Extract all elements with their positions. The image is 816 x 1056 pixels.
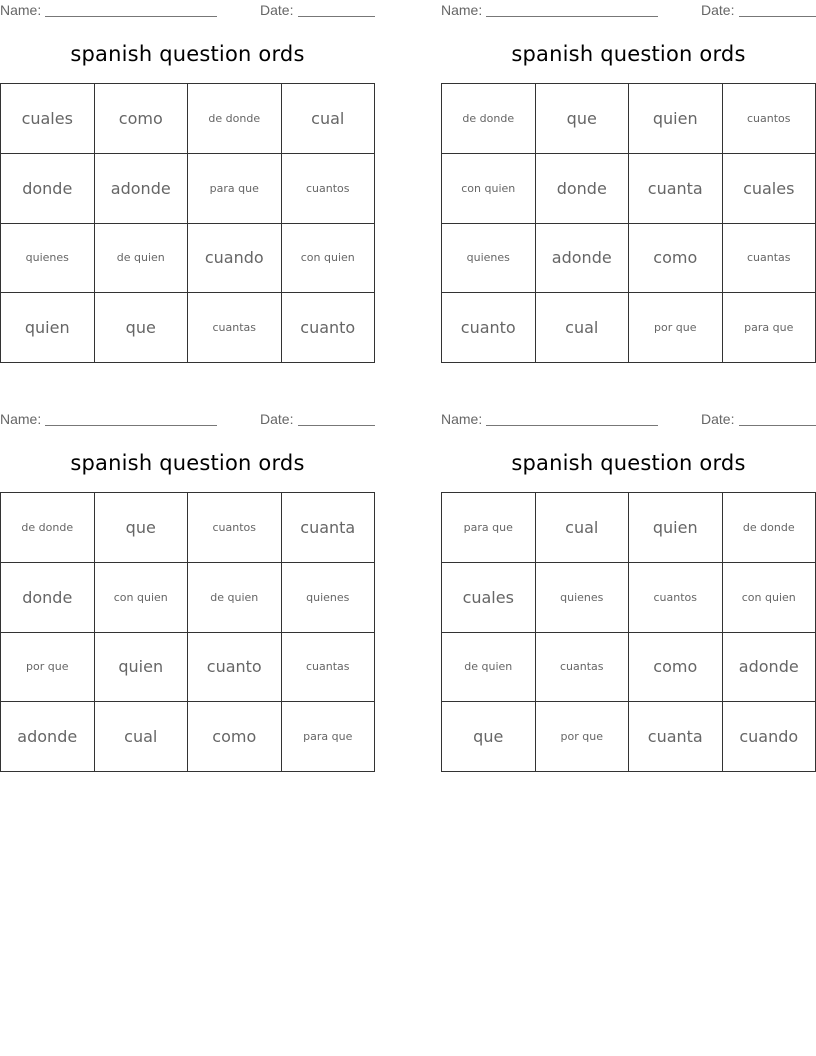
grid-cell: cuantas — [188, 293, 282, 363]
grid-cell: quienes — [282, 563, 376, 633]
grid-cell: cual — [282, 84, 376, 154]
card-title: spanish question ords — [511, 42, 746, 66]
grid-cell: como — [95, 84, 189, 154]
grid-cell: por que — [536, 702, 630, 772]
date-label: Date: — [260, 411, 294, 427]
grid-cell: cuanto — [282, 293, 376, 363]
grid-cell: cuales — [1, 84, 95, 154]
bingo-card-2 — [441, 0, 816, 375]
name-label: Name: — [441, 411, 483, 427]
grid-cell: cuanto — [188, 633, 282, 703]
grid-cell: adonde — [95, 154, 189, 224]
grid-cell: cuantos — [723, 84, 816, 154]
name-label: Name: — [441, 2, 483, 18]
date-label: Date: — [701, 411, 735, 427]
grid-cell: cual — [95, 702, 189, 772]
grid-cell: como — [629, 633, 723, 703]
card-title: spanish question ords — [511, 451, 746, 475]
name-label: Name: — [0, 411, 42, 427]
grid-cell: cuantos — [188, 493, 282, 563]
bingo-grid — [0, 492, 375, 772]
grid-cell: cuantos — [282, 154, 376, 224]
grid-cell: con quien — [282, 224, 376, 294]
date-label: Date: — [701, 2, 735, 18]
card-header — [0, 0, 375, 22]
name-label: Name: — [0, 2, 42, 18]
bingo-card-3 — [0, 409, 375, 784]
grid-cell: como — [629, 224, 723, 294]
grid-cell: quienes — [442, 224, 536, 294]
grid-cell: cuantas — [282, 633, 376, 703]
grid-cell: cuales — [723, 154, 816, 224]
grid-cell: para que — [723, 293, 816, 363]
grid-cell: cuantas — [536, 633, 630, 703]
grid-cell: quien — [95, 633, 189, 703]
card-header — [441, 0, 816, 22]
grid-cell: cuanta — [629, 702, 723, 772]
grid-cell: cuantos — [629, 563, 723, 633]
grid-cell: con quien — [723, 563, 816, 633]
grid-cell: cuantas — [723, 224, 816, 294]
grid-cell: adonde — [1, 702, 95, 772]
date-blank-line — [739, 425, 816, 426]
grid-cell: adonde — [536, 224, 630, 294]
card-header — [441, 409, 816, 431]
grid-cell: quienes — [536, 563, 630, 633]
grid-cell: cual — [536, 293, 630, 363]
date-blank-line — [298, 425, 375, 426]
grid-cell: de donde — [723, 493, 816, 563]
date-blank-line — [298, 16, 375, 17]
grid-cell: donde — [1, 563, 95, 633]
grid-cell: quien — [629, 493, 723, 563]
grid-cell: cuando — [723, 702, 816, 772]
grid-cell: quien — [629, 84, 723, 154]
card-header — [0, 409, 375, 431]
grid-cell: para que — [282, 702, 376, 772]
grid-cell: con quien — [95, 563, 189, 633]
grid-cell: cuanta — [282, 493, 376, 563]
bingo-card-1 — [0, 0, 375, 375]
grid-cell: que — [95, 493, 189, 563]
grid-cell: para que — [442, 493, 536, 563]
bingo-grid — [441, 492, 816, 772]
grid-cell: como — [188, 702, 282, 772]
name-blank-line — [486, 16, 658, 17]
grid-cell: que — [536, 84, 630, 154]
grid-cell: con quien — [442, 154, 536, 224]
grid-cell: quienes — [1, 224, 95, 294]
name-blank-line — [486, 425, 658, 426]
grid-cell: de quien — [188, 563, 282, 633]
bingo-card-4 — [441, 409, 816, 784]
name-blank-line — [45, 425, 217, 426]
grid-cell: de donde — [188, 84, 282, 154]
grid-cell: cual — [536, 493, 630, 563]
grid-cell: cuales — [442, 563, 536, 633]
grid-cell: para que — [188, 154, 282, 224]
grid-cell: de donde — [442, 84, 536, 154]
name-blank-line — [45, 16, 217, 17]
grid-cell: que — [442, 702, 536, 772]
card-title: spanish question ords — [70, 42, 305, 66]
grid-cell: por que — [629, 293, 723, 363]
grid-cell: de quien — [95, 224, 189, 294]
bingo-grid — [441, 83, 816, 363]
grid-cell: adonde — [723, 633, 816, 703]
grid-cell: cuanto — [442, 293, 536, 363]
card-title: spanish question ords — [70, 451, 305, 475]
grid-cell: de quien — [442, 633, 536, 703]
grid-cell: donde — [1, 154, 95, 224]
grid-cell: de donde — [1, 493, 95, 563]
grid-cell: que — [95, 293, 189, 363]
date-label: Date: — [260, 2, 294, 18]
date-blank-line — [739, 16, 816, 17]
grid-cell: por que — [1, 633, 95, 703]
grid-cell: donde — [536, 154, 630, 224]
bingo-grid — [0, 83, 375, 363]
grid-cell: cuanta — [629, 154, 723, 224]
grid-cell: quien — [1, 293, 95, 363]
grid-cell: cuando — [188, 224, 282, 294]
